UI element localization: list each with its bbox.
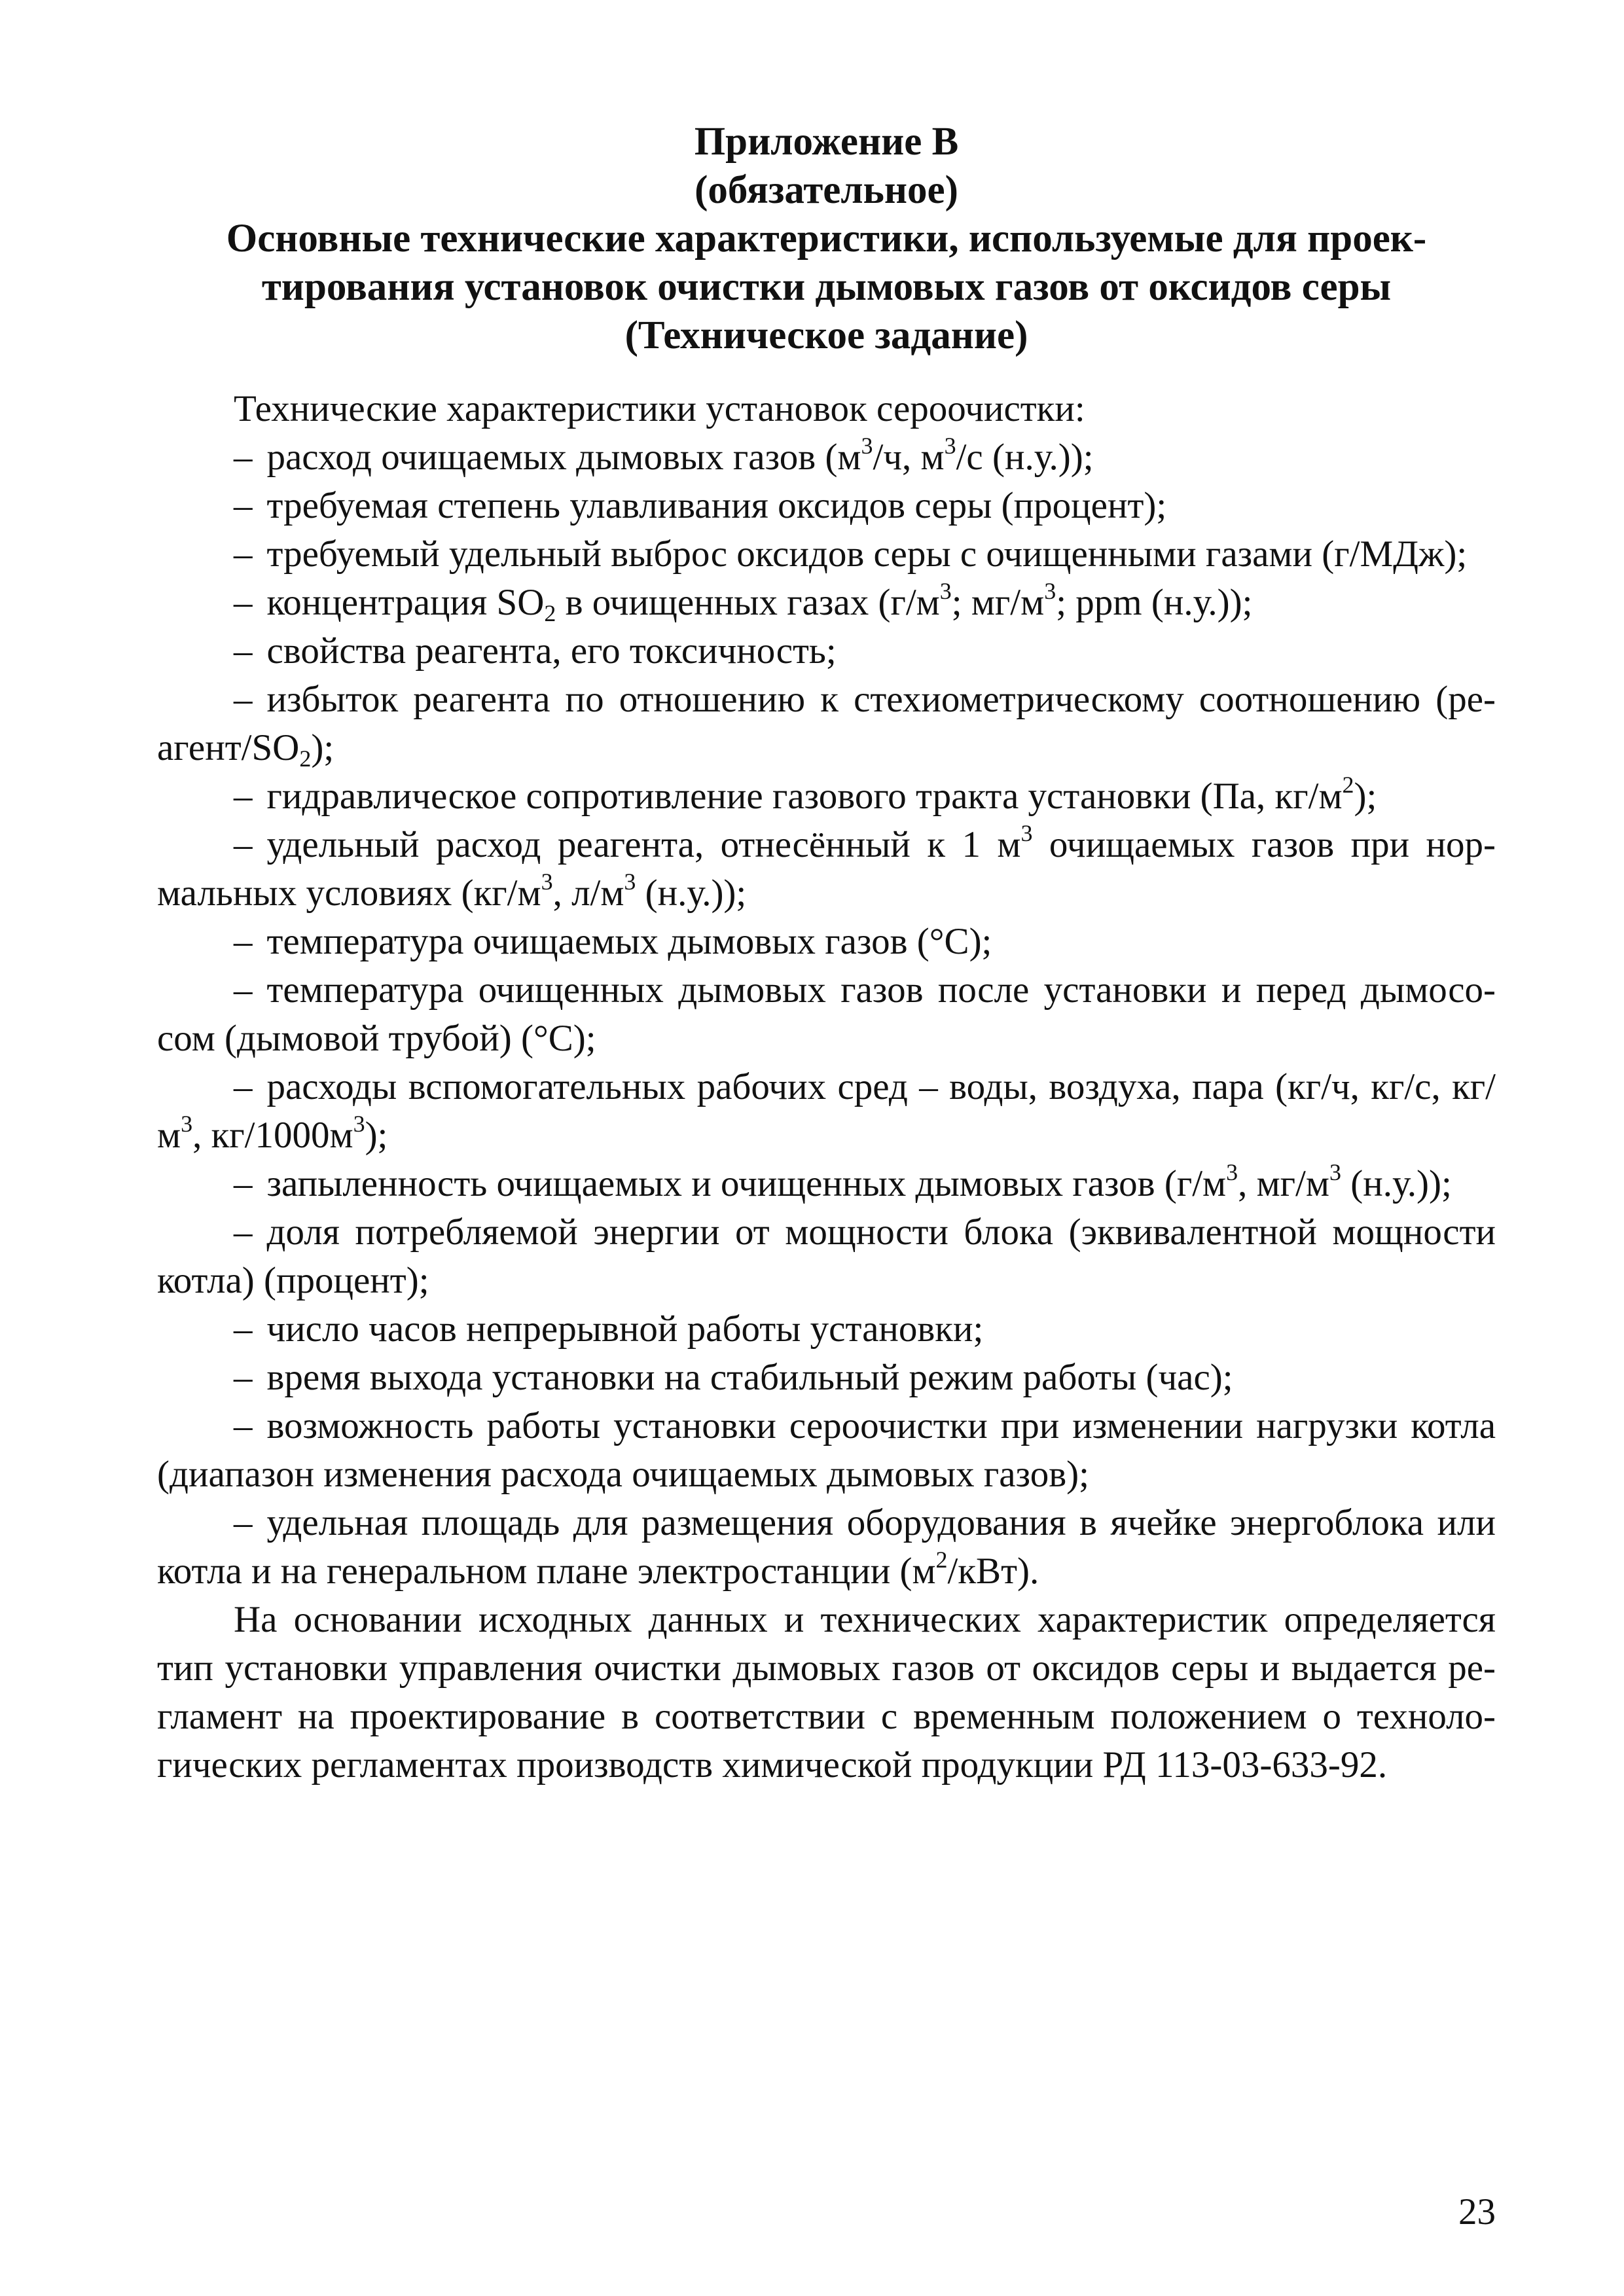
characteristics-list xyxy=(157,433,1496,1596)
list-dash: – xyxy=(234,1502,253,1543)
list-item-text: в очищенных газах (г/м xyxy=(556,582,940,623)
list-item-text: гидравлическое сопротивление газового тракта установки (Па, кг/м xyxy=(266,776,1343,817)
list-item-text: ); xyxy=(1354,776,1377,817)
list-item xyxy=(157,918,1496,966)
list-item xyxy=(157,1305,1496,1354)
list-dash: – xyxy=(234,1405,253,1446)
list-item-text: удельная площадь для размещения оборудования в ячейке энергоблока или котла и на генеральном плане электростанции (м xyxy=(157,1502,1496,1592)
heading-line-technical-task: (Техническое задание) xyxy=(624,314,1028,357)
page-number: 23 xyxy=(1458,2191,1496,2233)
list-item xyxy=(157,1499,1496,1596)
list-dash: – xyxy=(234,824,253,865)
list-item xyxy=(157,1063,1496,1160)
list-item-text: ; ppm (н.у.)); xyxy=(1056,582,1253,623)
superscript: 3 xyxy=(944,433,956,459)
heading-line-title-part2: тирования установок очистки дымовых газов от оксидов серы xyxy=(261,265,1392,309)
list-dash: – xyxy=(234,1357,253,1398)
list-item xyxy=(157,627,1496,675)
list-item-text: избыток реагента по отношению к стехиометрическому соотношению (ре-агент/SO xyxy=(157,679,1496,768)
list-item-text: очищаемых газов при нор-мальных условиях (кг/м xyxy=(157,824,1496,914)
closing-paragraph: На основании исходных данных и технических характеристик определяется тип установки управления очистки дымовых газов от оксидов серы и выдается ре-гламент на проектирование в соответствии с временным положением о техноло-гических регламентах производств химической продукции РД 113-03-633-92. xyxy=(157,1599,1496,1785)
superscript: 3 xyxy=(1020,820,1033,846)
list-item-text: расход очищаемых дымовых газов (м xyxy=(266,437,861,478)
list-item xyxy=(157,530,1496,579)
list-item xyxy=(157,772,1496,821)
list-dash: – xyxy=(234,1211,253,1253)
superscript: 3 xyxy=(1329,1159,1341,1185)
list-item-text: (н.у.)); xyxy=(1341,1163,1452,1204)
list-item-text: расходы вспомогательных рабочих сред – воды, воздуха, пара (кг/ч, кг/с, кг/м xyxy=(157,1066,1496,1156)
list-dash: – xyxy=(234,630,253,672)
list-item-text: ); xyxy=(311,727,334,768)
list-item xyxy=(157,966,1496,1063)
list-dash: – xyxy=(234,1066,253,1107)
list-item xyxy=(157,1160,1496,1208)
list-item-text: /кВт). xyxy=(947,1551,1039,1592)
superscript: 3 xyxy=(181,1111,193,1137)
list-dash: – xyxy=(234,437,253,478)
superscript: 3 xyxy=(1044,578,1056,604)
list-item-text: температура очищенных дымовых газов после установки и перед дымосо-сом (дымовой трубой) (°С); xyxy=(157,969,1496,1059)
intro-paragraph: Технические характеристики установок сероочистки: xyxy=(234,388,1085,429)
superscript: 3 xyxy=(541,869,553,895)
list-item-text: требуемая степень улавливания оксидов серы (процент); xyxy=(266,485,1167,526)
superscript: 3 xyxy=(861,433,873,459)
list-item xyxy=(157,675,1496,772)
list-item-text: температура очищаемых дымовых газов (°С); xyxy=(266,921,992,962)
list-item-text: доля потребляемой энергии от мощности блока (эквивалентной мощности котла) (процент); xyxy=(157,1211,1496,1301)
list-dash: – xyxy=(234,969,253,1011)
list-item xyxy=(157,821,1496,918)
list-item-text: удельный расход реагента, отнесённый к 1 м xyxy=(266,824,1021,865)
list-item-text: свойства реагента, его токсичность; xyxy=(266,630,837,672)
document-page xyxy=(157,118,1496,1789)
list-item xyxy=(157,579,1496,627)
superscript: 3 xyxy=(624,869,636,895)
superscript: 2 xyxy=(935,1547,948,1573)
heading-line-title-part1: Основные технические характеристики, используемые для проек- xyxy=(226,217,1427,260)
list-dash: – xyxy=(234,1163,253,1204)
appendix-heading xyxy=(157,118,1496,360)
list-dash: – xyxy=(234,485,253,526)
superscript: 3 xyxy=(353,1111,365,1137)
list-item xyxy=(157,1354,1496,1402)
list-item-text: число часов непрерывной работы установки; xyxy=(266,1308,984,1350)
list-dash: – xyxy=(234,776,253,817)
list-item-text: время выхода установки на стабильный режим работы (час); xyxy=(266,1357,1233,1398)
body-text xyxy=(157,385,1496,1789)
list-item xyxy=(157,1402,1496,1499)
list-item-text: , л/м xyxy=(552,872,624,914)
list-item-text: , кг/1000м xyxy=(192,1115,353,1156)
subscript: 2 xyxy=(299,745,312,772)
list-dash: – xyxy=(234,679,253,720)
list-dash: – xyxy=(234,1308,253,1350)
list-item-text: возможность работы установки сероочистки при изменении нагрузки котла (диапазон изменения расхода очищаемых дымовых газов); xyxy=(157,1405,1496,1495)
list-dash: – xyxy=(234,921,253,962)
list-item-text: , мг/м xyxy=(1238,1163,1329,1204)
heading-line-appendix-title: Приложение В xyxy=(694,120,959,164)
list-item-text: ); xyxy=(365,1115,388,1156)
list-item-text: (н.у.)); xyxy=(636,872,747,914)
list-item-text: концентрация SO xyxy=(266,582,545,623)
list-item-text: требуемый удельный выброс оксидов серы с очищенными газами (г/МДж); xyxy=(266,533,1468,575)
subscript: 2 xyxy=(544,600,556,626)
superscript: 3 xyxy=(1226,1159,1238,1185)
list-dash: – xyxy=(234,582,253,623)
list-item xyxy=(157,433,1496,482)
list-dash: – xyxy=(234,533,253,575)
superscript: 2 xyxy=(1342,772,1354,798)
list-item xyxy=(157,482,1496,530)
list-item-text: запыленность очищаемых и очищенных дымовых газов (г/м xyxy=(266,1163,1227,1204)
list-item-text: /с (н.у.)); xyxy=(956,437,1094,478)
superscript: 3 xyxy=(939,578,952,604)
list-item xyxy=(157,1208,1496,1305)
list-item-text: ; мг/м xyxy=(951,582,1045,623)
list-item-text: /ч, м xyxy=(873,437,945,478)
heading-line-mandatory: (обязательное) xyxy=(695,168,958,212)
